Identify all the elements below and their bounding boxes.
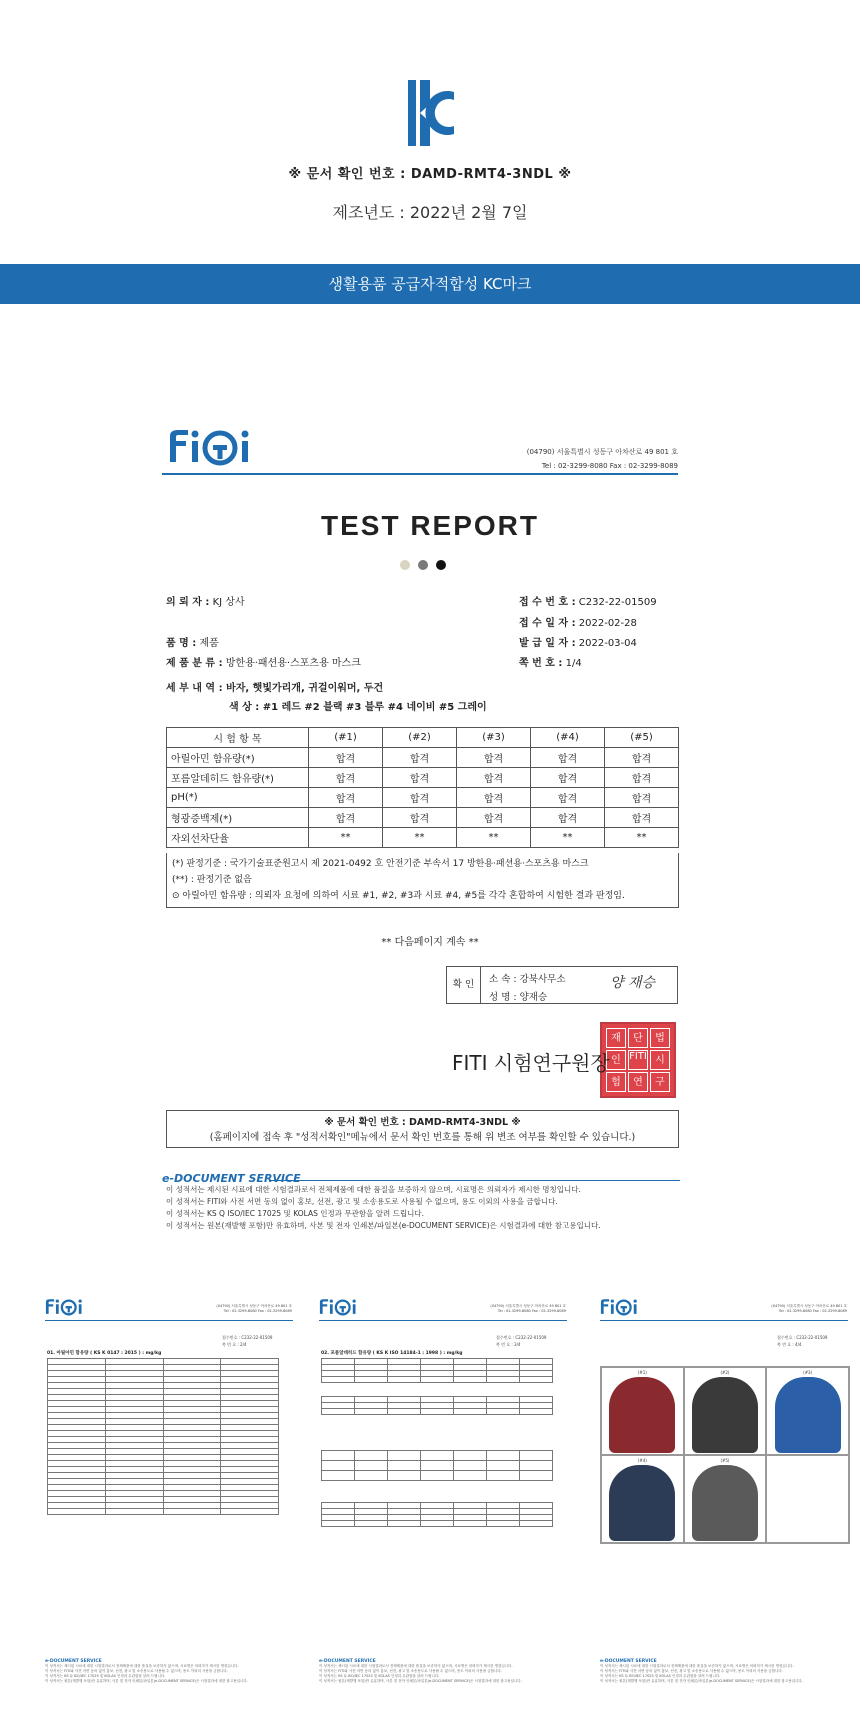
table-cell <box>454 1461 487 1471</box>
sample-photo <box>601 1367 684 1455</box>
receipt-date-label: 접 수 일 자 : <box>519 618 576 629</box>
address-line: (04790) 서울특별시 성동구 아차산로 49 801 호 <box>526 448 678 456</box>
disclaimer-line: 이 성적서는 KS Q ISO/IEC 17025 및 KOLAS 인정과 무관함을 알려 드립니다. <box>45 1674 166 1678</box>
official-seal <box>600 1022 676 1098</box>
seal-character: FITI <box>628 1050 648 1070</box>
thumbnail-footer <box>600 1659 848 1684</box>
disclaimer-line: 이 성적서는 원본(재발행 포함)만 유효하며, 사본 및 전자 인쇄본/파일본(e-DOCUMENT SERVICE)은 시험결과에 대한 참고용입니다. <box>45 1679 248 1683</box>
table-header-row <box>167 728 679 748</box>
table-cell <box>454 1451 487 1461</box>
product-row <box>166 634 219 649</box>
table-cell <box>520 1461 553 1471</box>
table-cell <box>487 1521 520 1527</box>
table-header: (#4) <box>531 728 605 748</box>
test-result: 합격 <box>383 808 457 828</box>
fiti-address <box>490 1304 566 1314</box>
thumbnail-meta <box>777 1334 827 1348</box>
note-line: (**) : 판정기준 없음 <box>172 875 252 885</box>
category-row <box>166 654 361 669</box>
contact-line: Tel : 02-3299-8080 Fax : 02-3299-8089 <box>223 1309 292 1313</box>
document-number: ※ 문서 확인 번호 : DAMD-RMT4-3NDL ※ <box>288 167 572 182</box>
test-item: 형광증백제(*) <box>167 808 309 828</box>
table-cell <box>322 1521 355 1527</box>
table-cell <box>105 1509 163 1515</box>
thumbnail-table <box>47 1358 279 1515</box>
header-divider <box>319 1320 567 1321</box>
seal-character: 연 <box>628 1072 648 1092</box>
table-cell <box>520 1377 553 1383</box>
table-cell <box>520 1451 553 1461</box>
photo-label: (#5) <box>720 1458 730 1463</box>
director-title: FITI 시험연구원장 <box>452 1051 610 1075</box>
disclaimer-line: 이 성적서는 FITI와 사전 서면 동의 없이 홍보, 선전, 광고 및 소송용도로 사용될 수 없으며, 용도 이외의 사용을 금합니다. <box>319 1669 502 1673</box>
table-cell <box>421 1409 454 1415</box>
table-cell <box>487 1451 520 1461</box>
seal-character: 시 <box>650 1050 670 1070</box>
table-cell <box>388 1377 421 1383</box>
page-value: 1/4 <box>565 658 582 669</box>
mask-image <box>609 1465 675 1541</box>
disclaimer-line: 이 성적서는 KS Q ISO/IEC 17025 및 KOLAS 인정과 무관함을 알려 드립니다. <box>600 1674 721 1678</box>
manufacture-year: 제조년도 : 2022년 2월 7일 <box>332 203 528 222</box>
color-dot <box>436 560 446 570</box>
table-cell <box>388 1409 421 1415</box>
test-item: pH(*) <box>167 788 309 808</box>
table-cell <box>421 1471 454 1481</box>
note-line: ⊙ 아릴아민 함유량 : 의뢰자 요청에 의하여 시료 #1, #2, #3과 시료 #4, #5를 각각 혼합하여 시험한 결과 판정임. <box>172 891 625 901</box>
address-line: (04790) 서울특별시 성동구 아차산로 49 801 호 <box>216 1304 292 1308</box>
contact-line: Tel : 02-3299-8080 Fax : 02-3299-8089 <box>497 1309 566 1313</box>
disclaimer-line: 이 성적서는 원본(재발행 포함)만 유효하며, 사본 및 전자 인쇄본/파일본(e-DOCUMENT SERVICE)은 시험결과에 대한 참고용입니다. <box>166 1221 601 1230</box>
table-cell <box>520 1521 553 1527</box>
seal-character: 재 <box>606 1028 626 1048</box>
table-cell <box>454 1409 487 1415</box>
table-cell <box>322 1451 355 1461</box>
test-result: 합격 <box>457 808 531 828</box>
table-cell <box>355 1461 388 1471</box>
disclaimer-line: 이 성적서는 KS Q ISO/IEC 17025 및 KOLAS 인정과 무관함을 알려 드립니다. <box>319 1674 440 1678</box>
report-page-thumbnail <box>316 1298 574 1698</box>
address-line: (04790) 서울특별시 성동구 아차산로 49 801 호 <box>490 1304 566 1308</box>
kc-mark-logo <box>408 80 456 146</box>
color-label: 색 상 : <box>229 702 260 713</box>
client-value: KJ 상사 <box>212 597 245 608</box>
test-result: 합격 <box>309 788 383 808</box>
thumbnail-meta <box>222 1334 272 1348</box>
table-cell <box>322 1409 355 1415</box>
table-cell <box>421 1521 454 1527</box>
thumbnail-footer <box>45 1659 293 1684</box>
test-result: 합격 <box>309 748 383 768</box>
report-page-thumbnail <box>597 1298 855 1698</box>
table-cell <box>355 1451 388 1461</box>
table-cell <box>421 1377 454 1383</box>
table-cell <box>487 1471 520 1481</box>
table-header: (#3) <box>457 728 531 748</box>
test-result: 합격 <box>383 788 457 808</box>
edoc-title: e-DOCUMENT SERVICE <box>45 1659 102 1664</box>
note-line: (*) 판정기준 : 국가기술표준원고시 제 2021-0492 호 안전기준 부속서 17 방한용·패션용·스포츠용 마스크 <box>172 859 589 869</box>
detail-value: 바자, 햇빛가리개, 귀걸이워머, 두건 <box>226 683 384 694</box>
test-result: 합격 <box>383 768 457 788</box>
disclaimer-line: 이 성적서는 제시된 시료에 대한 시험결과로서 전체제품에 대한 품질을 보증하지 않으며, 시료명은 의뢰자가 제시한 명칭입니다. <box>166 1185 581 1194</box>
table-cell <box>421 1451 454 1461</box>
table-row <box>322 1521 553 1527</box>
doc-check-number: ※ 문서 확인 번호 : DAMD-RMT4-3NDL ※ <box>324 1117 521 1128</box>
thumbnail-table <box>321 1358 553 1383</box>
disclaimer-line: 이 성적서는 FITI와 사전 서면 동의 없이 홍보, 선전, 광고 및 소송용도로 사용될 수 없으며, 용도 이외의 사용을 금합니다. <box>166 1197 558 1206</box>
table-header: (#2) <box>383 728 457 748</box>
confirm-label: 확 인 <box>447 967 481 1003</box>
table-row <box>322 1409 553 1415</box>
thumbnail-table <box>321 1396 553 1415</box>
table-cell <box>355 1377 388 1383</box>
mask-image <box>609 1377 675 1453</box>
receipt-no: 접수번호 : C232-22-01509 <box>777 1335 828 1340</box>
mask-image <box>692 1377 758 1453</box>
results-table <box>166 727 679 848</box>
test-result: 합격 <box>605 808 679 828</box>
table-cell <box>355 1409 388 1415</box>
table-row <box>167 808 679 828</box>
client-label: 의 뢰 자 : <box>166 597 210 608</box>
edoc-title: e-DOCUMENT SERVICE <box>162 1172 301 1185</box>
table-cell <box>48 1509 106 1515</box>
test-result: ** <box>457 828 531 848</box>
detail-label: 세 부 내 역 : <box>166 683 223 694</box>
table-header: (#5) <box>605 728 679 748</box>
fiti-address <box>771 1304 847 1314</box>
test-item: 포름알데히드 함유량(*) <box>167 768 309 788</box>
test-result: 합격 <box>457 748 531 768</box>
table-cell <box>221 1509 279 1515</box>
issue-date-row <box>519 634 637 649</box>
mask-image <box>692 1465 758 1541</box>
color-value: #1 레드 #2 블랙 #3 블루 #4 네이비 #5 그레이 <box>262 702 487 713</box>
color-dot <box>418 560 428 570</box>
table-header: 시 험 항 목 <box>167 728 309 748</box>
test-item: 자외선차단율 <box>167 828 309 848</box>
table-cell <box>487 1461 520 1471</box>
disclaimer-line: 이 성적서는 제시된 시료에 대한 시험결과로서 전체제품에 대한 품질을 보증하지 않으며, 시료명은 의뢰자가 제시한 명칭입니다. <box>319 1664 513 1668</box>
thumbnail-table <box>321 1502 553 1527</box>
table-cell <box>322 1471 355 1481</box>
color-dots <box>400 560 446 570</box>
category-value: 방한용·패션용·스포츠용 마스크 <box>225 658 361 669</box>
edoc-disclaimer <box>166 1184 601 1232</box>
continued-note: ** 다음페이지 계속 ** <box>381 937 479 948</box>
table-cell <box>520 1471 553 1481</box>
table-row <box>322 1451 553 1461</box>
signature: 양 재승 <box>610 975 656 991</box>
page-label: 쪽 번 호 : <box>519 658 563 669</box>
table-cell <box>421 1461 454 1471</box>
edoc-title: e-DOCUMENT SERVICE <box>600 1659 657 1664</box>
issue-date-value: 2022-03-04 <box>578 638 637 649</box>
page-row <box>519 654 582 669</box>
receipt-no: 접수번호 : C232-22-01509 <box>222 1335 273 1340</box>
header-divider <box>600 1320 848 1321</box>
disclaimer-line: 이 성적서는 원본(재발행 포함)만 유효하며, 사본 및 전자 인쇄본/파일본(e-DOCUMENT SERVICE)은 시험결과에 대한 참고용입니다. <box>319 1679 522 1683</box>
seal-character: 단 <box>628 1028 648 1048</box>
table-cell <box>454 1377 487 1383</box>
client-row <box>166 593 245 608</box>
test-result: 합격 <box>531 768 605 788</box>
mask-image <box>775 1377 841 1453</box>
fiti-logo <box>319 1298 361 1320</box>
section-heading: 01. 아릴아민 함유량 ( KS K 0147 : 2015 ) : mg/kg <box>47 1351 162 1356</box>
table-cell <box>355 1521 388 1527</box>
table-row <box>167 768 679 788</box>
table-row <box>322 1471 553 1481</box>
sample-photo <box>684 1455 767 1543</box>
fiti-address <box>216 1304 292 1314</box>
page-no: 쪽 번 호 : 3/4 <box>496 1342 521 1347</box>
thumbnail-meta <box>496 1334 546 1348</box>
disclaimer-line: 이 성적서는 KS Q ISO/IEC 17025 및 KOLAS 인정과 무관함을 알려 드립니다. <box>166 1209 424 1218</box>
doc-check-instruction: (홈페이지에 접속 후 "성적서확인"메뉴에서 문서 확인 번호를 통해 위 변조 여부를 확인할 수 있습니다.) <box>209 1132 636 1143</box>
header-divider <box>45 1320 293 1321</box>
color-dot <box>400 560 410 570</box>
test-result: ** <box>531 828 605 848</box>
page-no: 쪽 번 호 : 2/4 <box>222 1342 247 1347</box>
receipt-date-value: 2022-02-28 <box>578 618 637 629</box>
disclaimer-line: 이 성적서는 원본(재발행 포함)만 유효하며, 사본 및 전자 인쇄본/파일본(e-DOCUMENT SERVICE)은 시험결과에 대한 참고용입니다. <box>600 1679 803 1683</box>
table-row <box>167 748 679 768</box>
table-row <box>322 1461 553 1471</box>
sample-photo <box>766 1367 849 1455</box>
thumbnail-table <box>321 1450 553 1481</box>
test-result: 합격 <box>309 808 383 828</box>
test-result: 합격 <box>531 748 605 768</box>
edoc-divider <box>270 1180 680 1181</box>
table-cell <box>388 1521 421 1527</box>
page-no: 쪽 번 호 : 4/4 <box>777 1342 802 1347</box>
test-result: 합격 <box>605 788 679 808</box>
contact-line: Tel : 02-3299-8080 Fax : 02-3299-8089 <box>778 1309 847 1313</box>
test-result: 합격 <box>605 768 679 788</box>
table-cell <box>355 1471 388 1481</box>
contact-line: Tel : 02-3299-8080 Fax : 02-3299-8089 <box>541 462 678 470</box>
table-cell <box>388 1461 421 1471</box>
disclaimer-line: 이 성적서는 FITI와 사전 서면 동의 없이 홍보, 선전, 광고 및 소송용도로 사용될 수 없으며, 용도 이외의 사용을 금합니다. <box>600 1669 783 1673</box>
photo-label: (#4) <box>637 1458 647 1463</box>
table-cell <box>487 1409 520 1415</box>
test-result: 합격 <box>457 768 531 788</box>
table-cell <box>487 1377 520 1383</box>
test-item: 아릴아민 함유량(*) <box>167 748 309 768</box>
report-title: TEST REPORT <box>320 510 539 541</box>
sample-photo <box>601 1455 684 1543</box>
table-row <box>167 828 679 848</box>
confirm-name: 성 명 : 양재승 <box>489 992 548 1003</box>
test-result: ** <box>383 828 457 848</box>
table-cell <box>454 1471 487 1481</box>
photo-label: (#1) <box>637 1370 647 1375</box>
seal-character: 구 <box>650 1072 670 1092</box>
header-divider <box>162 473 678 475</box>
empty-photo-cell <box>766 1455 849 1543</box>
test-result: 합격 <box>457 788 531 808</box>
test-result: ** <box>605 828 679 848</box>
table-row <box>48 1509 279 1515</box>
receipt-no-row <box>519 593 657 608</box>
fiti-address <box>527 445 678 473</box>
color-row <box>229 698 487 713</box>
table-cell <box>322 1377 355 1383</box>
product-value: 제품 <box>199 638 219 649</box>
receipt-no-label: 접 수 번 호 : <box>519 597 576 608</box>
kc-banner: 생활용품 공급자적합성 KC마크 <box>0 264 860 304</box>
test-result: 합격 <box>383 748 457 768</box>
thumbnail-footer <box>319 1659 567 1684</box>
product-label: 품 명 : <box>166 638 197 649</box>
fiti-logo <box>168 428 260 466</box>
test-result: 합격 <box>309 768 383 788</box>
disclaimer-line: 이 성적서는 제시된 시료에 대한 시험결과로서 전체제품에 대한 품질을 보증하지 않으며, 시료명은 의뢰자가 제시한 명칭입니다. <box>600 1664 794 1668</box>
test-result: 합격 <box>531 788 605 808</box>
section-heading: 02. 포름알데히드 함유량 ( KS K ISO 14184-1 : 1998 ) : mg/kg <box>321 1351 463 1356</box>
table-cell <box>388 1451 421 1461</box>
test-result: ** <box>309 828 383 848</box>
photo-label: (#3) <box>803 1370 813 1375</box>
table-cell <box>388 1471 421 1481</box>
document-check-box <box>166 1110 679 1148</box>
fiti-logo <box>600 1298 642 1320</box>
receipt-no-value: C232-22-01509 <box>578 597 657 608</box>
confirm-department: 소 속 : 강북사무소 <box>489 974 566 985</box>
detail-row <box>166 679 383 694</box>
photo-label: (#2) <box>720 1370 730 1375</box>
report-page-thumbnail <box>42 1298 300 1698</box>
table-cell <box>520 1409 553 1415</box>
table-cell <box>322 1461 355 1471</box>
seal-character: 인 <box>606 1050 626 1070</box>
table-row <box>167 788 679 808</box>
test-result: 합격 <box>531 808 605 828</box>
table-cell <box>454 1521 487 1527</box>
receipt-no: 접수번호 : C232-22-01509 <box>496 1335 547 1340</box>
receipt-date-row <box>519 614 637 629</box>
disclaimer-line: 이 성적서는 제시된 시료에 대한 시험결과로서 전체제품에 대한 품질을 보증하지 않으며, 시료명은 의뢰자가 제시한 명칭입니다. <box>45 1664 239 1668</box>
table-cell <box>163 1509 221 1515</box>
sample-photo <box>684 1367 767 1455</box>
seal-character: 법 <box>650 1028 670 1048</box>
address-line: (04790) 서울특별시 성동구 아차산로 49 801 호 <box>771 1304 847 1308</box>
table-notes <box>166 853 679 908</box>
sample-photos <box>600 1366 850 1544</box>
issue-date-label: 발 급 일 자 : <box>519 638 576 649</box>
table-header: (#1) <box>309 728 383 748</box>
fiti-logo <box>45 1298 87 1320</box>
category-label: 제 품 분 류 : <box>166 658 223 669</box>
seal-character: 험 <box>606 1072 626 1092</box>
test-result: 합격 <box>605 748 679 768</box>
disclaimer-line: 이 성적서는 FITI와 사전 서면 동의 없이 홍보, 선전, 광고 및 소송용도로 사용될 수 없으며, 용도 이외의 사용을 금합니다. <box>45 1669 228 1673</box>
table-row <box>322 1377 553 1383</box>
edoc-title: e-DOCUMENT SERVICE <box>319 1659 376 1664</box>
